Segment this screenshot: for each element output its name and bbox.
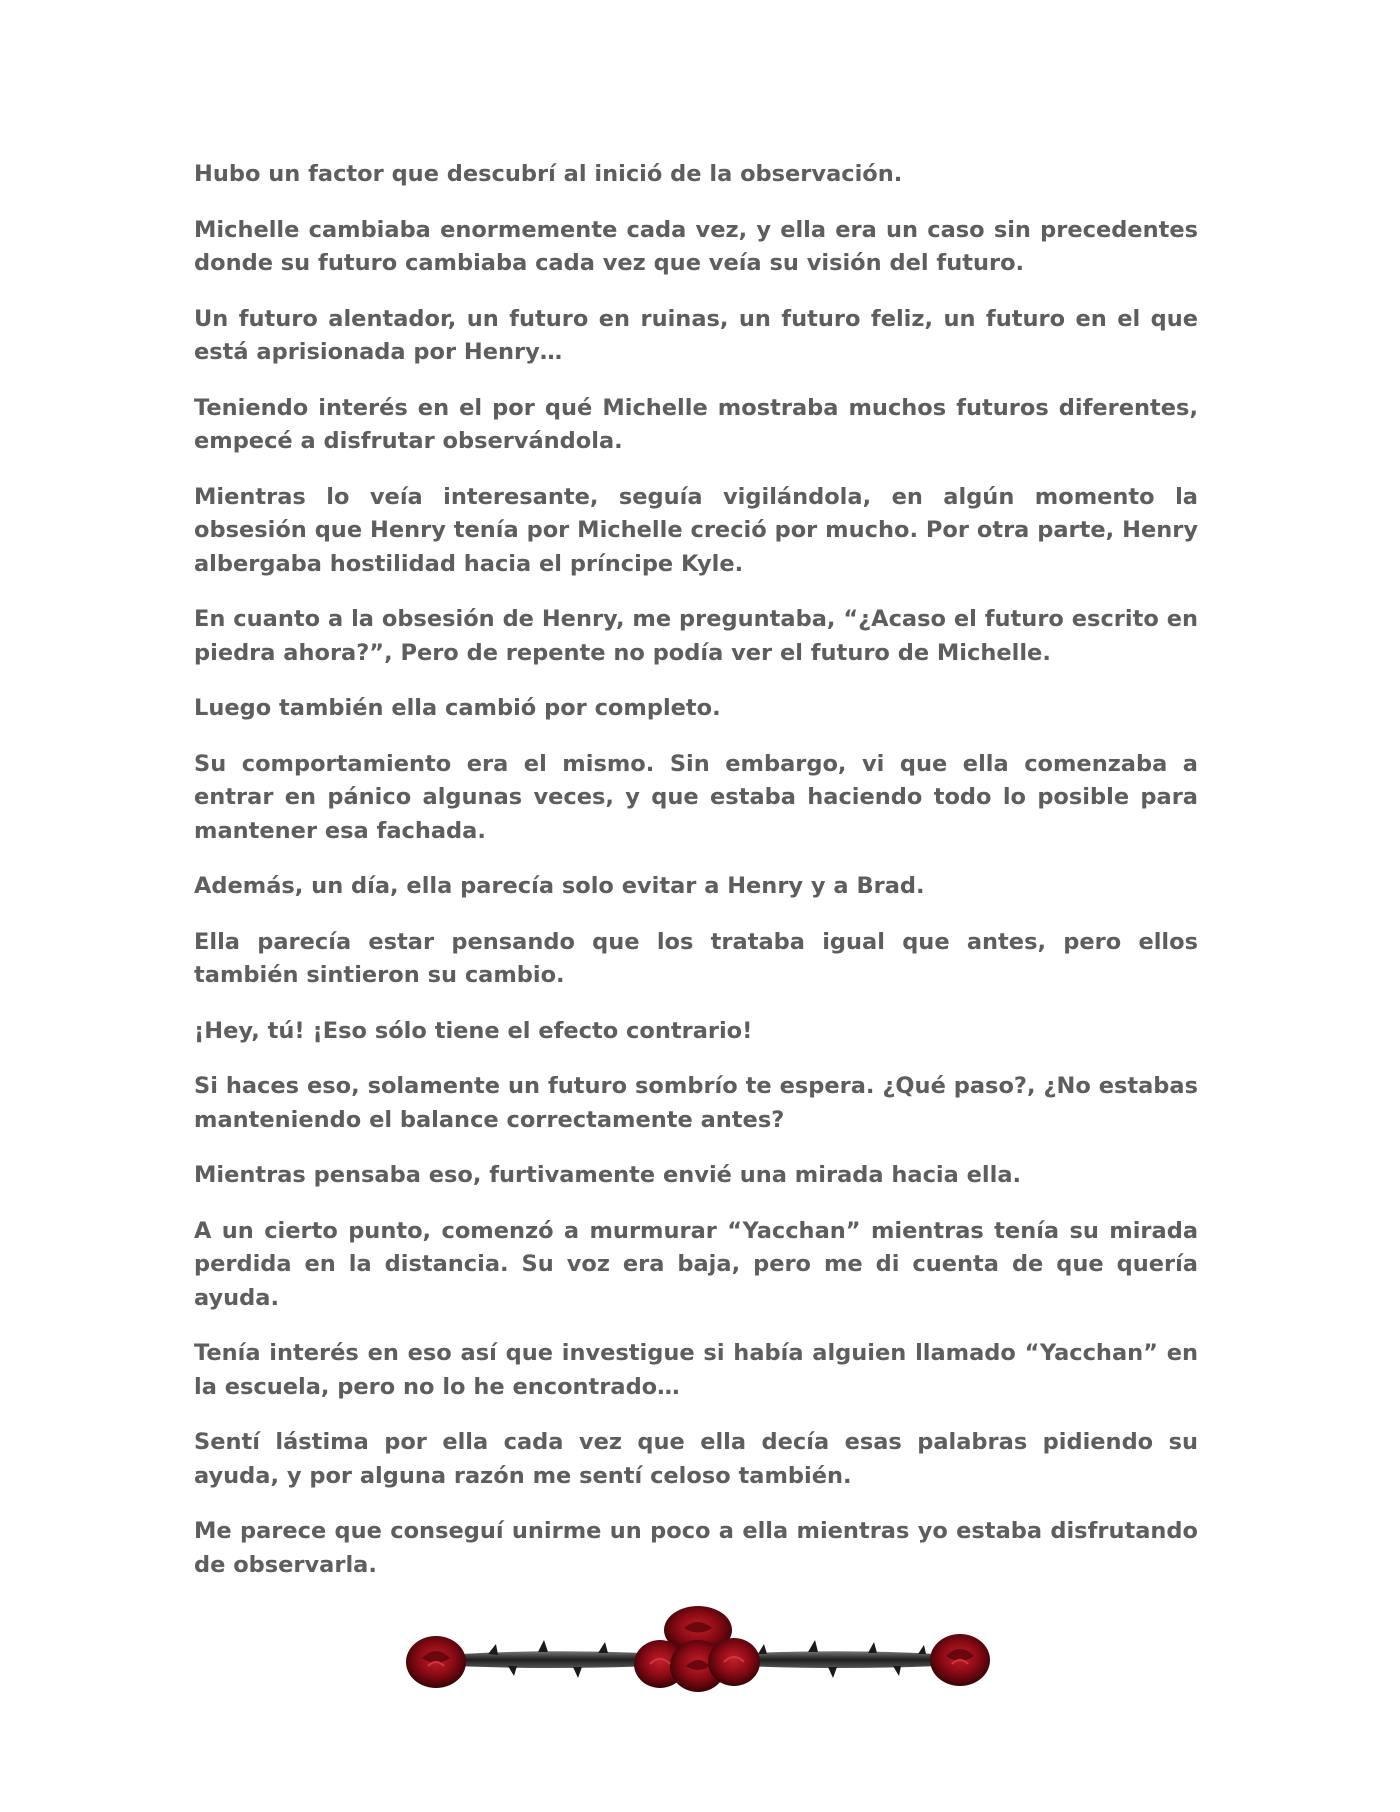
paragraph: Luego también ella cambió por completo. (194, 695, 721, 721)
paragraph: Ella parecía estar pensando que los trataba igual que antes, pero ellos también sintieron su cambio. (194, 928, 1198, 988)
paragraph: Además, un día, ella parecía solo evitar a Henry y a Brad. (194, 873, 925, 899)
rose-divider-icon (398, 1602, 998, 1712)
paragraph: ¡Hey, tú! ¡Eso sólo tiene el efecto contrario! (194, 1017, 753, 1044)
paragraph: Teniendo interés en el por qué Michelle mostraba muchos futuros diferentes, empecé a disfrutar observándola. (194, 394, 1198, 454)
paragraph: Tenía interés en eso así que investigue si había alguien llamado “Yacchan” en la escuela, pero no lo he encontrado… (194, 1340, 1198, 1400)
paragraph: A un cierto punto, comenzó a murmurar “Yacchan” mientras tenía su mirada perdida en la distancia. Su voz era baja, pero me di cuenta de que quería ayuda. (194, 1217, 1198, 1311)
paragraph: Michelle cambiaba enormemente cada vez, y ella era un caso sin precedentes donde su futuro cambiaba cada vez que veía su visión del futuro. (194, 216, 1198, 276)
paragraph: Sentí lástima por ella cada vez que ella decía esas palabras pidiendo su ayuda, y por alguna razón me sentí celoso también. (194, 1429, 1198, 1489)
paragraph: Mientras pensaba eso, furtivamente envié una mirada hacia ella. (194, 1162, 1022, 1188)
paragraph: En cuanto a la obsesión de Henry, me preguntaba, “¿Acaso el futuro escrito en piedra ahora?”, Pero de repente no podía ver el futuro de Michelle. (194, 606, 1198, 666)
paragraph: Si haces eso, solamente un futuro sombrío te espera. ¿Qué paso?, ¿No estabas manteniendo el balance correctamente antes? (194, 1073, 1198, 1133)
paragraph: Mientras lo veía interesante, seguía vigilándola, en algún momento la obsesión que Henry tenía por Michelle creció por mucho. Por otra parte, Henry albergaba hostilidad hacia el príncipe Kyle. (194, 483, 1198, 577)
paragraph: Un futuro alentador, un futuro en ruinas, un futuro feliz, un futuro en el que está aprisionada por Henry… (194, 305, 1198, 365)
paragraph: Hubo un factor que descubrí al inició de la observación. (194, 161, 903, 187)
document-body (194, 158, 1198, 1604)
paragraph: Me parece que conseguí unirme un poco a ella mientras yo estaba disfrutando de observarla. (194, 1518, 1198, 1578)
paragraph: Su comportamiento era el mismo. Sin embargo, vi que ella comenzaba a entrar en pánico algunas veces, y que estaba haciendo todo lo posible para mantener esa fachada. (194, 750, 1198, 844)
